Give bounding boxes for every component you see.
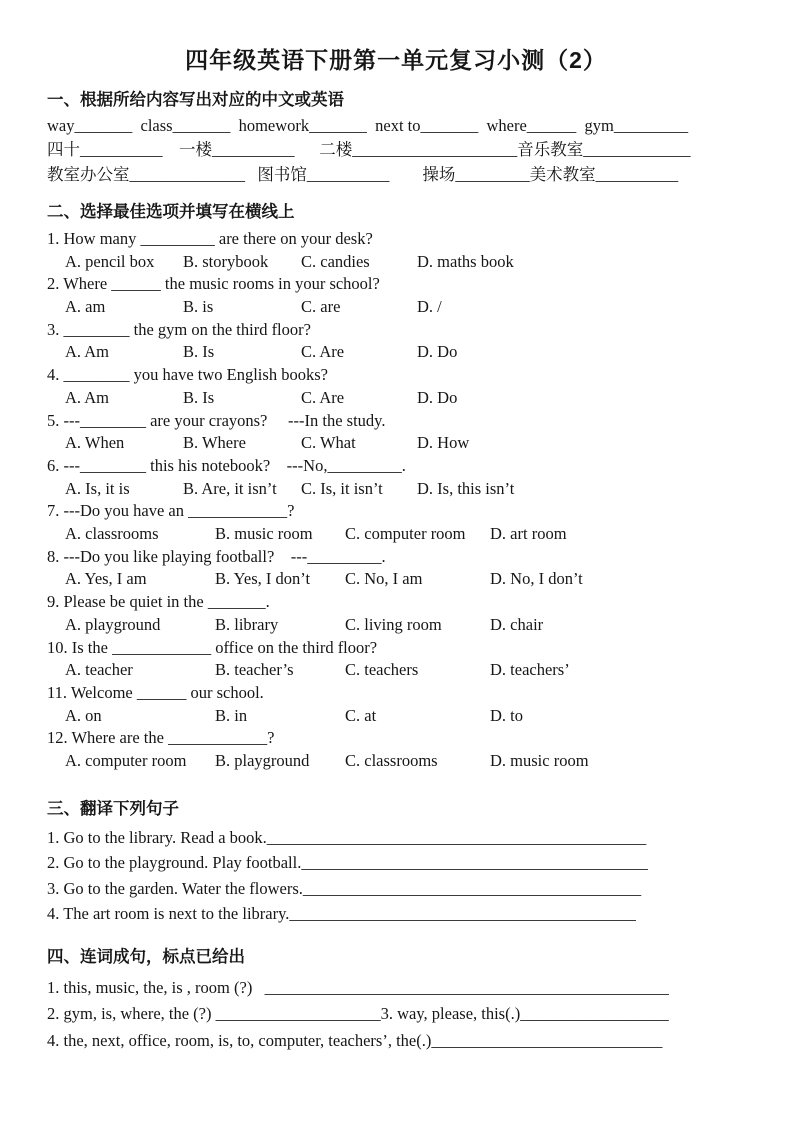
translation-line: 4. The art room is next to the library.__________________________________________ (47, 904, 636, 924)
option-c: C. are (301, 297, 341, 316)
options-row (47, 750, 745, 773)
options-row (47, 251, 745, 274)
options-row (47, 296, 745, 319)
option-a: A. Am (65, 387, 110, 407)
section3-heading: 三、翻译下列句子 (47, 799, 179, 818)
question-block (47, 682, 745, 727)
question-block (47, 500, 745, 545)
option-d: D. No, I don’t (490, 569, 583, 589)
question-line: 10. Is the ____________ office on the third floor? (47, 637, 378, 657)
section-vocabulary (47, 89, 745, 187)
option-c: C. Are (301, 387, 345, 407)
option-a: A. Is, it is (65, 478, 130, 498)
option-c: C. living room (345, 614, 442, 634)
question-block (47, 591, 745, 636)
option-c: C. Is, it isn’t (301, 478, 383, 498)
question-line: 9. Please be quiet in the _______. (47, 592, 270, 612)
question-block (47, 637, 745, 682)
vocab-line: 四十__________ 一楼__________ 二楼____________________音乐教室_____________ (47, 140, 691, 160)
vocab-line: way_______ class_______ homework_______ next to_______ where______ gym_________ (47, 116, 689, 135)
option-a: A. computer room (65, 751, 187, 771)
option-b: B. Where (183, 433, 246, 453)
question-block (47, 364, 745, 409)
option-b: B. Is (183, 342, 215, 362)
option-b: B. in (215, 705, 248, 725)
question-line: 2. Where ______ the music rooms in your school? (47, 274, 380, 294)
option-d: D. Do (417, 342, 458, 362)
option-d: D. teachers’ (490, 660, 570, 680)
translation-line: 2. Go to the playground. Play football.__________________________________________ (47, 853, 648, 873)
question-line: 1. How many _________ are there on your desk? (47, 228, 373, 248)
option-d: D. maths book (417, 251, 514, 271)
option-a: A. classrooms (65, 524, 159, 544)
question-block (47, 410, 745, 455)
option-a: A. am (65, 297, 106, 316)
word-order-line: 1. this, music, the, is , room (?) _________________________________________________ (47, 977, 669, 997)
option-d: D. to (490, 705, 523, 725)
option-c: C. No, I am (345, 569, 423, 589)
options-row (47, 705, 745, 728)
option-d: D. How (417, 433, 470, 453)
option-d: D. Do (417, 387, 458, 407)
question-line: 12. Where are the ____________? (47, 728, 275, 748)
page-title: 四年级英语下册第一单元复习小测（2） (185, 47, 607, 73)
option-b: B. music room (215, 524, 313, 544)
option-c: C. What (301, 433, 356, 453)
option-a: A. When (65, 433, 125, 453)
option-b: B. teacher’s (215, 660, 294, 680)
section-translation (47, 798, 745, 927)
options-row (47, 341, 745, 364)
section1-heading: 一、根据所给内容写出对应的中文或英语 (47, 91, 344, 109)
option-d: D. chair (490, 614, 544, 634)
option-a: A. pencil box (65, 251, 155, 271)
word-order-line: 4. the, next, office, room, is, to, computer, teachers’, the(.)____________________________ (47, 1030, 663, 1050)
option-b: B. is (183, 297, 214, 316)
question-line: 3. ________ the gym on the third floor? (47, 319, 311, 339)
translation-line: 3. Go to the garden. Water the flowers._________________________________________ (47, 878, 642, 898)
question-block (47, 273, 745, 318)
option-a: A. Am (65, 342, 110, 362)
option-a: A. on (65, 705, 102, 725)
option-c: C. teachers (345, 660, 419, 680)
question-line: 5. ---________ are your crayons? ---In the study. (47, 410, 386, 430)
section2-heading: 二、选择最佳选项并填写在横线上 (47, 202, 295, 221)
question-list (47, 228, 745, 773)
option-c: C. candies (301, 251, 370, 271)
translation-line: 1. Go to the library. Read a book.______________________________________________ (47, 827, 647, 847)
option-b: B. storybook (183, 251, 269, 271)
options-row (47, 568, 745, 591)
option-a: A. Yes, I am (65, 569, 147, 589)
option-b: B. library (215, 614, 279, 634)
option-c: C. at (345, 705, 377, 725)
option-d: D. / (417, 297, 442, 316)
option-b: B. Is (183, 387, 215, 407)
question-block (47, 455, 745, 500)
question-block (47, 546, 745, 591)
options-row (47, 478, 745, 501)
option-d: D. Is, this isn’t (417, 478, 515, 498)
question-block (47, 228, 745, 273)
option-c: C. computer room (345, 524, 466, 544)
options-row (47, 614, 745, 637)
vocab-line: 教室办公室______________ 图书馆__________ 操场_________美术教室__________ (47, 164, 679, 184)
option-c: C. classrooms (345, 751, 438, 771)
section-multiple-choice (47, 201, 745, 773)
option-a: A. playground (65, 614, 161, 634)
option-b: B. playground (215, 751, 310, 771)
option-d: D. music room (490, 751, 589, 771)
option-c: C. Are (301, 342, 345, 362)
options-row (47, 659, 745, 682)
section-sentence-ordering (47, 946, 745, 1055)
section4-heading: 四、连词成句，标点已给出 (47, 947, 245, 966)
question-line: 7. ---Do you have an ____________? (47, 501, 295, 521)
option-b: B. Are, it isn’t (183, 478, 277, 498)
question-line: 11. Welcome ______ our school. (47, 682, 264, 702)
options-row (47, 387, 745, 410)
options-row (47, 432, 745, 455)
question-line: 6. ---________ this his notebook? ---No,_________. (47, 455, 406, 475)
option-d: D. art room (490, 524, 567, 544)
question-line: 8. ---Do you like playing football? ---_________. (47, 546, 386, 566)
option-a: A. teacher (65, 660, 133, 680)
question-line: 4. ________ you have two English books? (47, 365, 328, 385)
options-row (47, 523, 745, 546)
question-block (47, 319, 745, 364)
question-block (47, 727, 745, 772)
option-b: B. Yes, I don’t (215, 569, 311, 589)
word-order-line: 2. gym, is, where, the (?) ____________________3. way, please, this(.)__________________ (47, 1004, 669, 1024)
